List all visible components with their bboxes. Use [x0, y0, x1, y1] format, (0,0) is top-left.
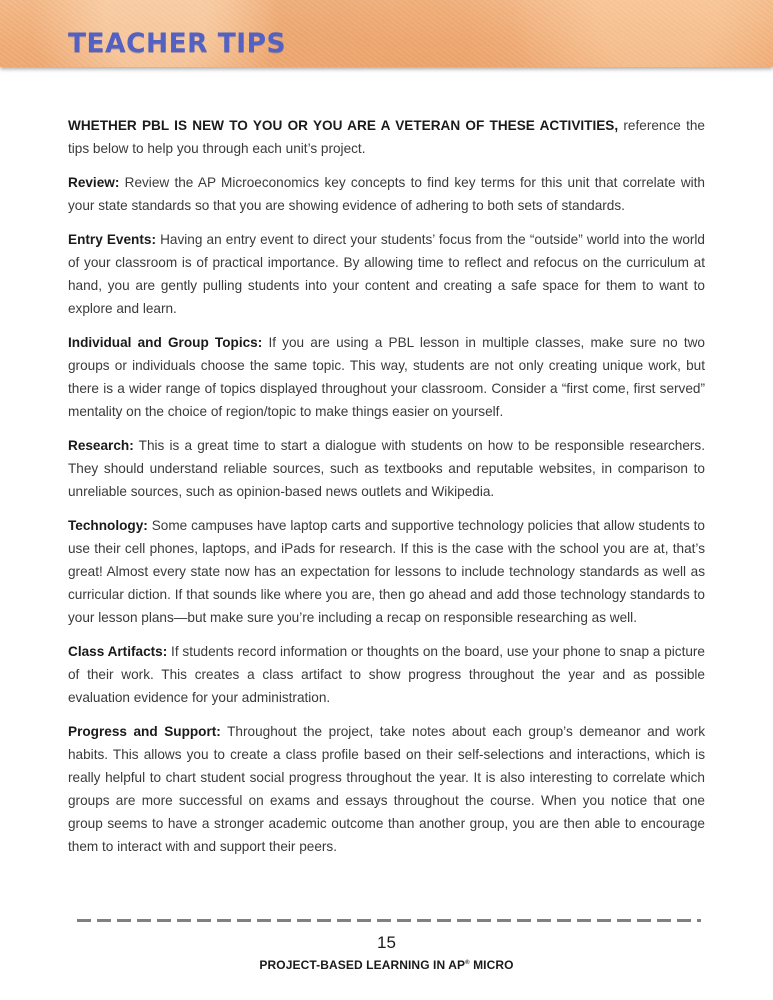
intro-lead: WHETHER PBL IS NEW TO YOU OR YOU ARE A VETERAN OF THESE ACTIVITIES,: [68, 118, 619, 133]
footer-title-suffix: MICRO: [469, 958, 514, 972]
tip-technology: [68, 514, 705, 629]
tip-progress-support: [68, 720, 705, 858]
tip-lead: Progress and Support:: [68, 724, 221, 739]
tip-lead: Review:: [68, 175, 120, 190]
footer-book-title: [0, 956, 773, 972]
tip-lead: Class Artifacts:: [68, 644, 168, 659]
page-title: TEACHER TIPS: [68, 28, 287, 59]
tip-lead: Technology:: [68, 518, 148, 533]
header-band: [0, 0, 773, 67]
tip-individual-group-topics: [68, 331, 705, 423]
tip-research: [68, 434, 705, 503]
tip-entry-events: [68, 228, 705, 320]
tips-content: [68, 114, 705, 869]
tip-text: Having an entry event to direct your students’ focus from the “outside” world into the world of your classroom is of practical importance. By allowing time to reflect and refocus on the curriculum at hand, you are gently pulling students into your content and creating a safe space for them to want to explore and learn.: [68, 232, 705, 316]
tip-text: If you are using a PBL lesson in multiple classes, make sure no two groups or individuals choose the same topic. This way, students are not only creating unique work, but there is a wider range of topics displayed throughout your classroom. Consider a “first come, first served” mentality on the choice of region/topic to make things easier on yourself.: [68, 335, 705, 419]
tip-class-artifacts: [68, 640, 705, 709]
intro-paragraph: [68, 114, 705, 160]
tip-lead: Research:: [68, 438, 134, 453]
tip-review: [68, 171, 705, 217]
tip-text: Some campuses have laptop carts and supportive technology policies that allow students to use their cell phones, laptops, and iPads for research. If this is the case with the school you are at, that’s great! Almost every state now has an expectation for lessons to include technology standards as well as curricular diction. If that sounds like where you are, then go ahead and add those technology standards to your lesson plans—but make sure you’re including a recap on responsible researching as well.: [68, 518, 705, 625]
intro-text: reference the tips below to help you through each unit’s project.: [68, 118, 705, 156]
footer-dashed-divider: [77, 919, 701, 922]
tip-text: Review the AP Microeconomics key concepts to find key terms for this unit that correlate with your state standards so that you are showing evidence of adhering to both sets of standards.: [68, 175, 705, 213]
tip-text: If students record information or thoughts on the board, use your phone to snap a picture of their work. This creates a class artifact to show progress throughout the year and as possible evaluation evidence for your administration.: [68, 644, 705, 705]
page-number: 15: [377, 933, 396, 952]
footer-title-text: PROJECT-BASED LEARNING IN AP: [259, 958, 466, 972]
tip-text: Throughout the project, take notes about each group’s demeanor and work habits. This allows you to create a class profile based on their self-selections and interactions, which is really helpful to chart student social progress throughout the year. It is also interesting to correlate which groups are more successful on exams and essays throughout the course. When you notice that one group seems to have a stronger academic outcome than another group, you are then able to encourage them to interact with and support their peers.: [68, 724, 705, 854]
tip-lead: Individual and Group Topics:: [68, 335, 263, 350]
registered-mark: ®: [465, 960, 470, 966]
tip-text: This is a great time to start a dialogue with students on how to be responsible researchers. They should understand reliable sources, such as textbooks and reputable websites, in comparison to unreliable sources, such as opinion-based news outlets and Wikipedia.: [68, 438, 705, 499]
tip-lead: Entry Events:: [68, 232, 156, 247]
